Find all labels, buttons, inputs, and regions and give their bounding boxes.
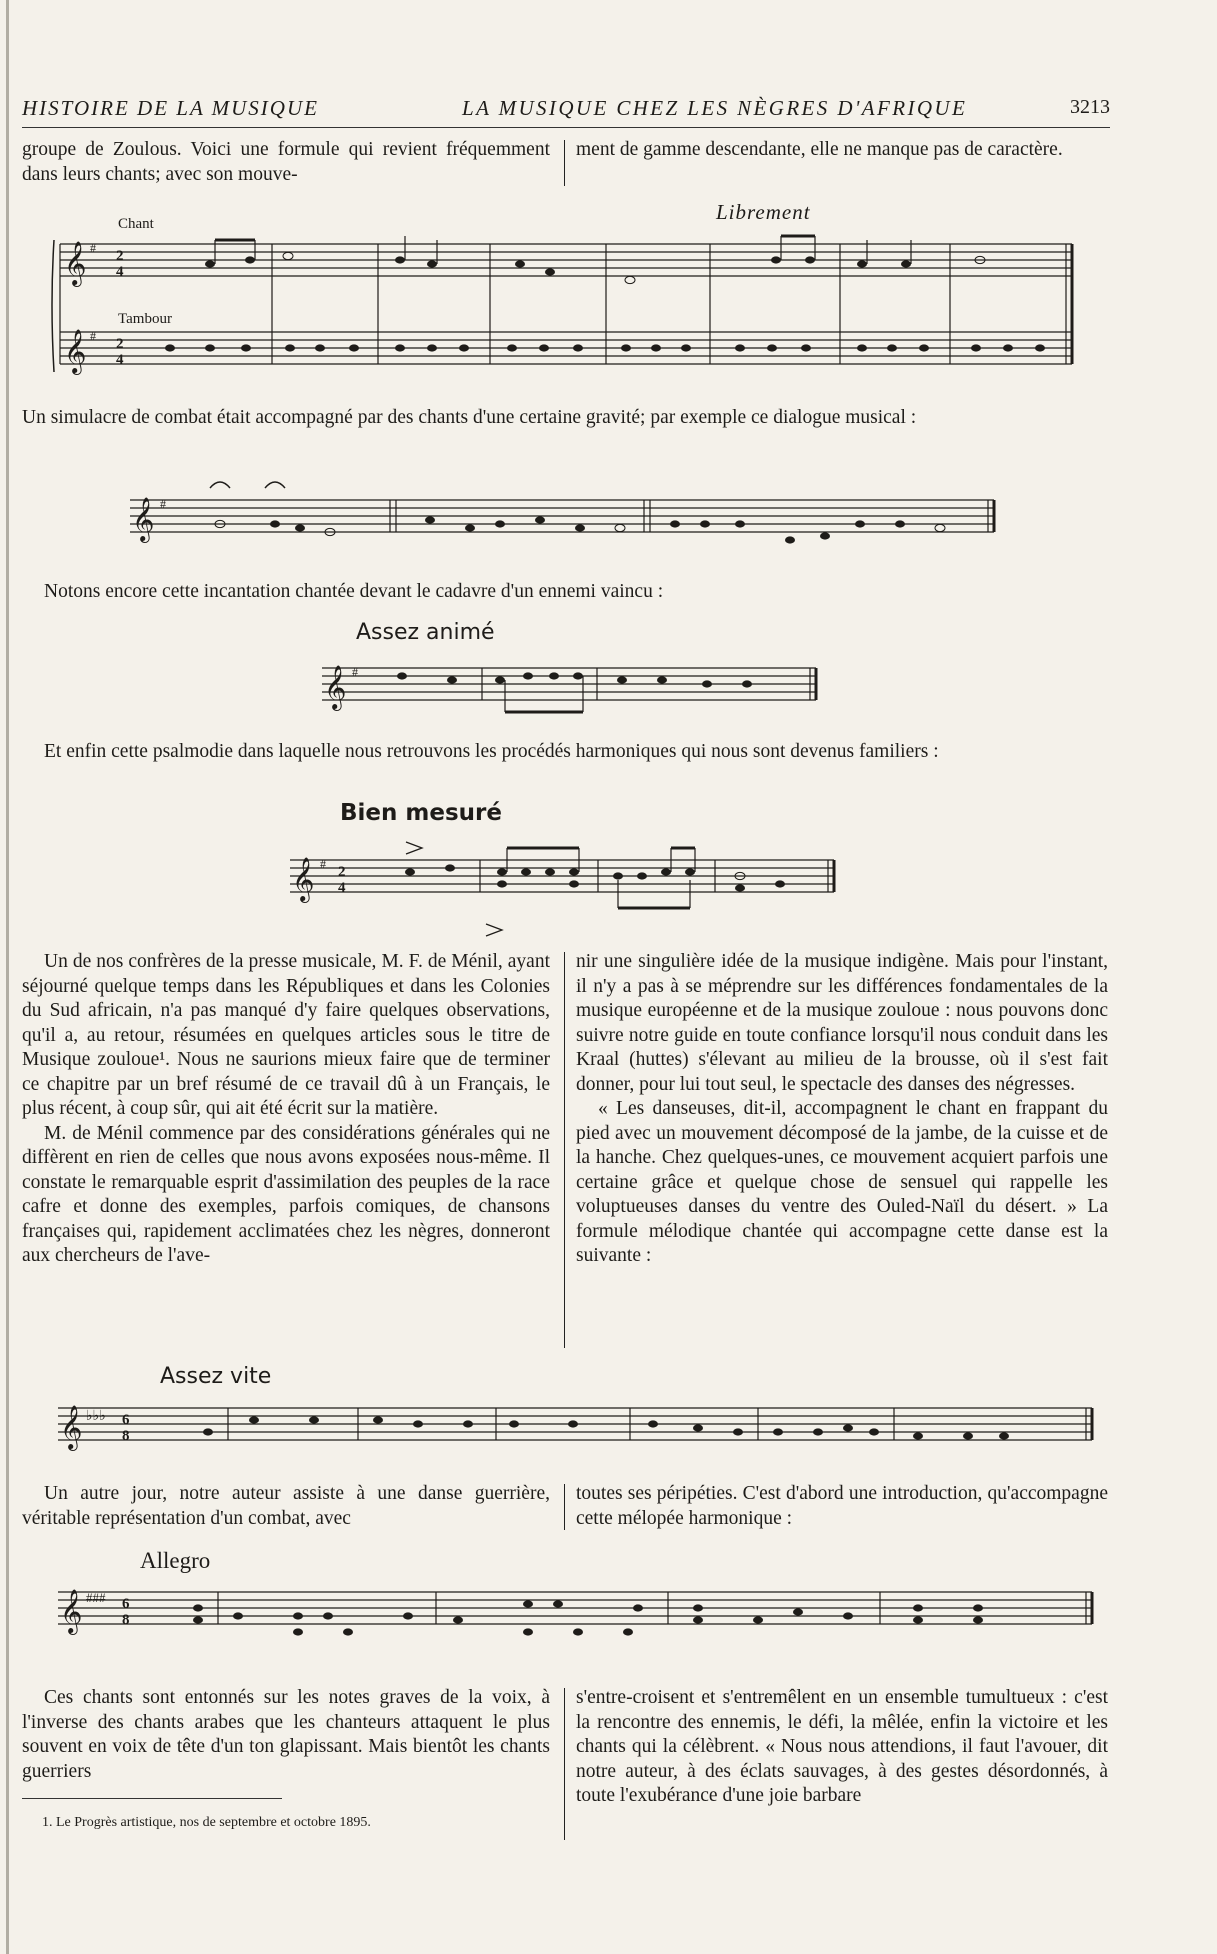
svg-text:#: # bbox=[352, 665, 358, 679]
svg-text:4: 4 bbox=[338, 880, 346, 896]
body-left-column bbox=[22, 950, 550, 1269]
svg-text:6: 6 bbox=[122, 1596, 130, 1612]
binding-edge bbox=[6, 0, 9, 1954]
svg-text:4: 4 bbox=[116, 352, 124, 368]
svg-text:8: 8 bbox=[122, 1612, 130, 1628]
svg-text:#: # bbox=[90, 329, 96, 343]
paragraph-psalmodie: Et enfin cette psalmodie dans laquelle nous retrouvons les procédés harmoniques qui nous sont devenus familiers : bbox=[44, 741, 939, 762]
svg-text:#: # bbox=[90, 241, 96, 255]
svg-text:♭♭♭: ♭♭♭ bbox=[86, 1409, 106, 1424]
svg-text:4: 4 bbox=[116, 264, 124, 280]
svg-text:###: ### bbox=[86, 1590, 106, 1605]
top-left-text: groupe de Zoulous. Voici une formule qui revient fréquemment dans leurs chants; avec son mouve- bbox=[22, 139, 550, 185]
body-left-paragraph-1: Un de nos confrères de la presse musicale, M. F. de Ménil, ayant séjourné quelque temps dans les Républiques et dans les Colonies du Sud africain, n'a pas manqué d'y faire quelques observations, qu'il a, au retour, résumées en quelques articles sous le titre de Musique zouloue¹. Nous ne saurions mieux faire que de terminer ce chapitre par un bref résumé de ce travail dû à un Français, le plus récent, à coup sûr, qui ait été écrit sur la matière. bbox=[22, 951, 550, 1119]
footnote: 1. Le Progrès artistique, nos de septembre et octobre 1895. bbox=[42, 1815, 371, 1830]
column-separator-bottom bbox=[564, 1688, 565, 1840]
mid-right-column bbox=[576, 1482, 1108, 1531]
footnote-rule bbox=[22, 1798, 282, 1799]
header-center: LA MUSIQUE CHEZ LES NÈGRES D'AFRIQUE bbox=[462, 96, 968, 120]
bottom-right-text: s'entre-croisent et s'entremêlent en un ensemble tumultueux : c'est la rencontre des ennemis, le défi, la mêlée, enfin la victoire et les chants qui la célèbrent. « Nous nous attendions, il faut l'avouer, dit notre auteur, à des éclats sauvages, à des gestes désordonnés, à toute l'exubérance d'une joie barbare bbox=[576, 1687, 1108, 1806]
column-separator-body bbox=[564, 952, 565, 1348]
tempo-assez-anime: Assez animé bbox=[356, 620, 495, 645]
column-separator-mid bbox=[564, 1484, 565, 1530]
header-left: HISTOIRE DE LA MUSIQUE bbox=[22, 96, 319, 120]
music-example-3 bbox=[322, 654, 822, 728]
svg-text:𝄞: 𝄞 bbox=[132, 497, 155, 541]
paragraph-incantation: Notons encore cette incantation chantée devant le cadavre d'un ennemi vaincu : bbox=[44, 581, 664, 602]
label-chant: Chant bbox=[118, 216, 154, 232]
svg-text:2: 2 bbox=[338, 864, 346, 880]
label-tambour: Tambour bbox=[118, 311, 172, 327]
svg-text:#: # bbox=[160, 497, 166, 511]
bottom-left-column bbox=[22, 1686, 550, 1784]
body-right-column bbox=[576, 950, 1108, 1269]
tempo-librement: Librement bbox=[716, 200, 811, 224]
header-rule bbox=[22, 127, 1110, 128]
mid-left-text: Un autre jour, notre auteur assiste à une danse guerrière, véritable représentation d'un combat, avec bbox=[22, 1483, 550, 1529]
svg-text:𝄞: 𝄞 bbox=[64, 241, 87, 285]
column-separator bbox=[564, 140, 565, 186]
tempo-assez-vite: Assez vite bbox=[160, 1364, 272, 1389]
tempo-allegro: Allegro bbox=[140, 1548, 211, 1573]
music-example-4 bbox=[290, 836, 840, 936]
music-example-1 bbox=[50, 236, 1080, 382]
svg-text:2: 2 bbox=[116, 248, 124, 264]
music-example-5 bbox=[58, 1398, 1098, 1468]
music-example-2 bbox=[130, 470, 1000, 550]
body-left-paragraph-2: M. de Ménil commence par des considérations générales qui ne diffèrent en rien de celles que nous avons exposées nous-même. Il constate le remarquable esprit d'assimilation des peuples de la race cafre et donne des exemples, parfois comiques, de chansons françaises qui, rapidement acclimatées chez les nègres, donneront aux chercheurs de l'ave- bbox=[22, 1122, 550, 1266]
svg-text:𝄞: 𝄞 bbox=[292, 857, 315, 901]
paragraph-combat: Un simulacre de combat était accompagné par des chants d'une certaine gravité; par exemple ce dialogue musical : bbox=[22, 407, 917, 428]
svg-text:6: 6 bbox=[122, 1412, 130, 1428]
body-right-paragraph-2: « Les danseuses, dit-il, accompagnent le chant en frappant du pied avec un mouvement décomposé de la jambe, de la cuisse et de la hanche. Chez quelques-unes, ce mouvement acquiert parfois une certaine grâce et quelque chose de sensuel qui rappelle les voluptueuses danses du ventre des Ouled-Naïl du désert. » La formule mélodique chantée qui accompagne cette danse est la suivante : bbox=[576, 1098, 1108, 1266]
bottom-left-text: Ces chants sont entonnés sur les notes graves de la voix, à l'inverse des chants arabes que les chanteurs attaquent le plus souvent en voix de tête d'un ton glapissant. Mais bientôt les chants guerriers bbox=[22, 1687, 550, 1782]
tempo-bien-mesure: Bien mesuré bbox=[340, 800, 502, 826]
page-number: 3213 bbox=[1070, 96, 1110, 118]
svg-text:𝄞: 𝄞 bbox=[324, 665, 347, 709]
svg-text:8: 8 bbox=[122, 1428, 130, 1444]
top-right-text: ment de gamme descendante, elle ne manque pas de caractère. bbox=[576, 139, 1063, 160]
svg-text:𝄞: 𝄞 bbox=[60, 1405, 83, 1449]
body-right-paragraph-1: nir une singulière idée de la musique indigène. Mais pour l'instant, il n'y a pas à se méprendre sur les différences fondamentales de la musique européenne et de la musique zouloue : nous pouvons donc suivre notre guide en toute confiance lorsqu'il nous conduit dans les Kraal (huttes) s'élevant au milieu de la brousse, où il s'est fait donner, pour lui tout seul, le spectacle des danses des négresses. bbox=[576, 951, 1108, 1095]
svg-text:𝄞: 𝄞 bbox=[60, 1589, 83, 1633]
svg-text:#: # bbox=[320, 857, 326, 871]
bottom-right-column bbox=[576, 1686, 1108, 1809]
music-example-6 bbox=[58, 1580, 1098, 1666]
top-left-column bbox=[22, 138, 550, 187]
mid-right-text: toutes ses péripéties. C'est d'abord une introduction, qu'accompagne cette mélopée harmonique : bbox=[576, 1483, 1108, 1529]
mid-left-column bbox=[22, 1482, 550, 1531]
running-header bbox=[22, 96, 1110, 126]
svg-text:𝄞: 𝄞 bbox=[64, 329, 87, 373]
top-right-column bbox=[576, 138, 1108, 163]
svg-text:2: 2 bbox=[116, 336, 124, 352]
